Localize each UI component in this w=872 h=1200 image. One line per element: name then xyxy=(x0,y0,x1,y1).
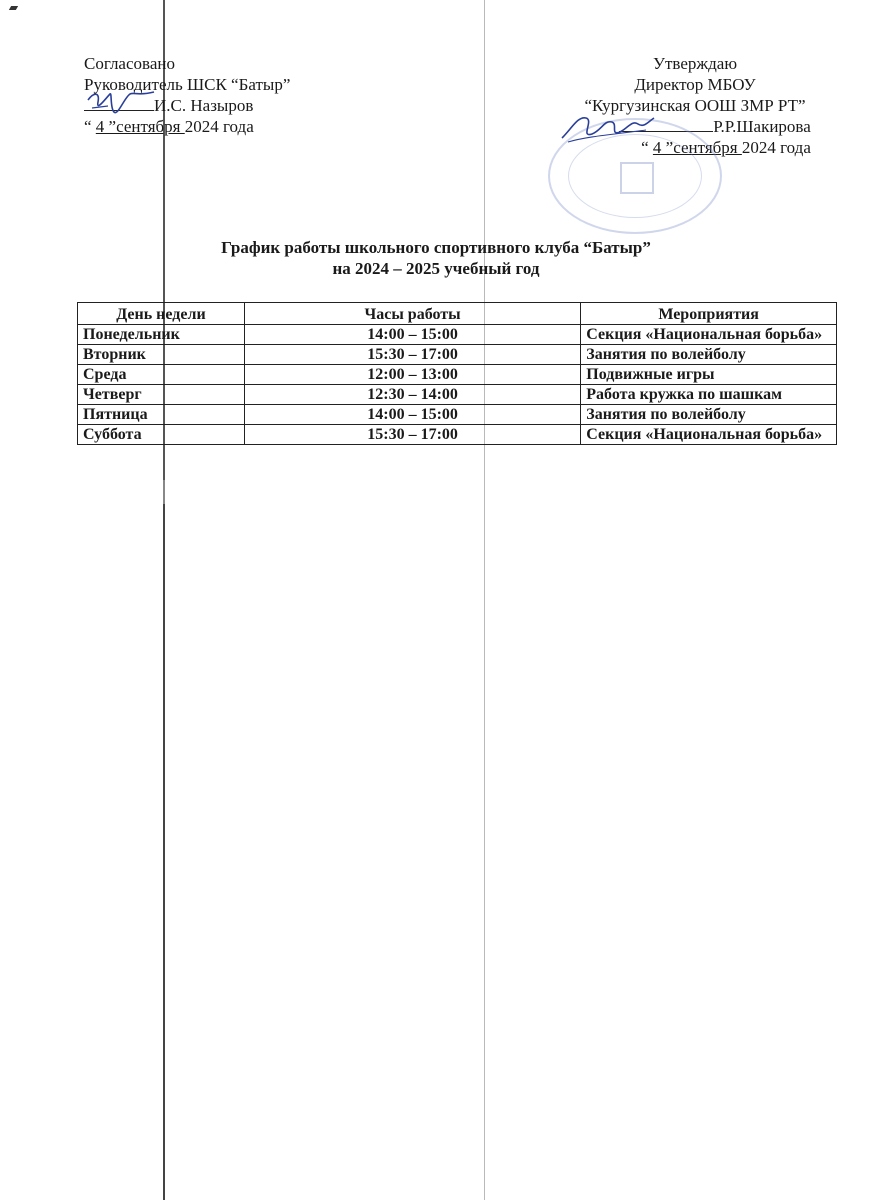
header-hours: Часы работы xyxy=(244,303,580,325)
date-suffix: 2024 года xyxy=(741,138,811,157)
table-row xyxy=(78,405,837,425)
left-signature xyxy=(84,88,164,122)
approval-right-heading: Утверждаю xyxy=(652,54,738,73)
cell-day: Пятница xyxy=(78,405,245,425)
scan-fold-line xyxy=(163,0,165,1200)
document-title xyxy=(0,237,872,279)
header-day: День недели xyxy=(78,303,245,325)
cell-activity: Занятия по волейболу xyxy=(581,345,837,365)
cell-day: Понедельник xyxy=(78,325,245,345)
title-line-1: График работы школьного спортивного клуба “Батыр” xyxy=(221,238,651,257)
cell-hours: 14:00 – 15:00 xyxy=(244,405,580,425)
date-prefix: “ xyxy=(641,138,653,157)
table-row xyxy=(78,345,837,365)
cell-day: Суббота xyxy=(78,425,245,445)
scan-fold-line-light xyxy=(484,0,485,1200)
cell-activity: Секция «Национальная борьба» xyxy=(581,425,837,445)
cell-activity: Секция «Национальная борьба» xyxy=(581,325,837,345)
cell-activity: Подвижные игры xyxy=(581,365,837,385)
cell-activity: Занятия по волейболу xyxy=(581,405,837,425)
cell-hours: 12:30 – 14:00 xyxy=(244,385,580,405)
stamp-emblem-icon xyxy=(620,162,654,194)
cell-hours: 15:30 – 17:00 xyxy=(244,345,580,365)
table-row xyxy=(78,325,837,345)
right-signature xyxy=(558,108,658,148)
approval-left-heading: Согласовано xyxy=(84,54,175,73)
approval-right-organization: “Кургузинская ООШ ЗМР РТ” xyxy=(584,96,806,115)
cell-activity: Работа кружка по шашкам xyxy=(581,385,837,405)
cell-hours: 15:30 – 17:00 xyxy=(244,425,580,445)
table-row xyxy=(78,385,837,405)
cell-day: Вторник xyxy=(78,345,245,365)
cell-hours: 12:00 – 13:00 xyxy=(244,365,580,385)
approval-left-name: И.С. Назыров xyxy=(154,96,254,115)
scan-corner-mark xyxy=(9,6,18,10)
approval-right-position: Директор МБОУ xyxy=(634,75,756,94)
approval-left-position: Руководитель ШСК “Батыр” xyxy=(84,75,291,94)
header-activity: Мероприятия xyxy=(581,303,837,325)
title-line-2: на 2024 – 2025 учебный год xyxy=(332,259,540,278)
cell-hours: 14:00 – 15:00 xyxy=(244,325,580,345)
approval-right-name: Р.Р.Шакирова xyxy=(713,117,811,136)
schedule-table xyxy=(77,302,837,445)
date-suffix: 2024 года xyxy=(184,117,254,136)
date-underlined: 4 ”сентября xyxy=(95,117,185,136)
date-prefix: “ xyxy=(84,117,96,136)
table-row xyxy=(78,365,837,385)
table-row xyxy=(78,425,837,445)
cell-day: Среда xyxy=(78,365,245,385)
cell-day: Четверг xyxy=(78,385,245,405)
date-underlined: 4 ”сентября xyxy=(652,138,742,157)
table-header-row xyxy=(78,303,837,325)
